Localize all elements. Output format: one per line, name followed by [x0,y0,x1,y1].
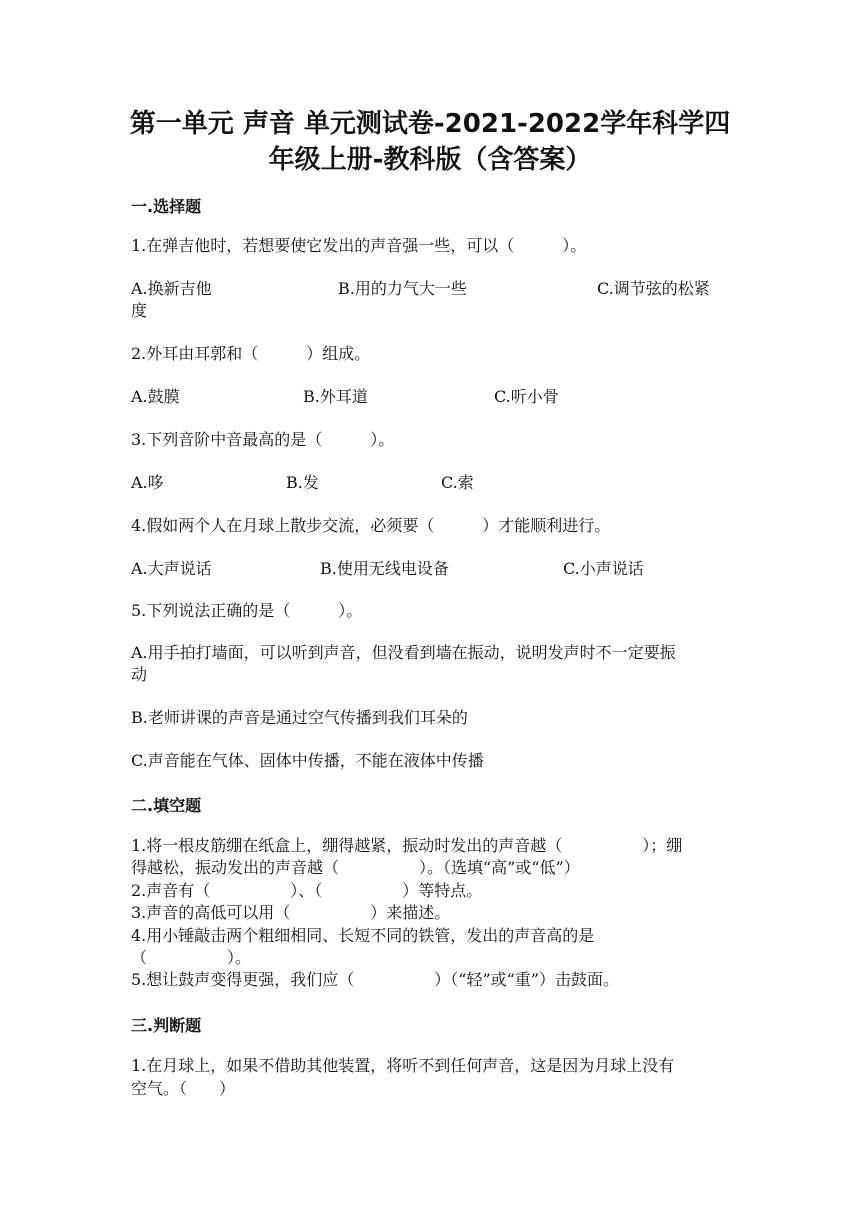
title-line-2: 年级上册-教科版（含答案） [268,145,592,175]
choice-q5-option-c: C.声音能在气体、固体中传播，不能在液体中传播 [131,751,484,770]
choice-q3-option-a: A.哆 [131,473,164,492]
choice-q4-option-b: B.使用无线电设备 [320,559,449,578]
choice-q4-option-c: C.小声说话 [563,559,644,578]
choice-q4-stem: 4.假如两个人在月球上散步交流，必须要（ ）才能顺利进行。 [131,516,611,535]
choice-q3-stem: 3.下列音阶中音最高的是（ ）。 [131,430,395,449]
title-line-1: 第一单元 声音 单元测试卷-2021-2022学年科学四 [129,109,731,139]
choice-q5-option-b: B.老师讲课的声音是通过空气传播到我们耳朵的 [131,708,468,727]
section-heading-fill: 二.填空题 [131,796,202,815]
choice-q1-option-b: B.用的力气大一些 [338,279,467,298]
fill-q4-line-1: 4.用小锤敲击两个粗细相同、长短不同的铁管，发出的声音高的是 [131,926,595,945]
section-heading-choice: 一.选择题 [131,197,202,216]
judge-q1-line-2: 空气。（ ） [131,1079,236,1098]
fill-q2: 2.声音有（ ）、（ ）等特点。 [131,881,483,900]
page-title [100,106,760,178]
choice-q3-option-c: C.索 [441,473,474,492]
choice-q5-option-a-wrap: 动 [131,665,148,684]
choice-q1-option-c-wrap: 度 [131,301,148,320]
choice-q5-option-a: A.用手拍打墙面，可以听到声音，但没看到墙在振动，说明发声时不一定要振 [131,643,676,662]
fill-q3: 3.声音的高低可以用（ ）来描述。 [131,903,451,922]
choice-q3-option-b: B.发 [286,473,319,492]
choice-q2-option-a: A.鼓膜 [131,387,180,406]
choice-q1-option-a: A.换新吉他 [131,279,212,298]
fill-q1-line-2: 得越松，振动发出的声音越（ ）。（选填“高”或“低”） [131,858,580,877]
section-heading-judge: 三.判断题 [131,1016,202,1035]
choice-q2-stem: 2.外耳由耳郭和（ ）组成。 [131,344,371,363]
fill-q5: 5.想让鼓声变得更强，我们应（ ）（“轻”或“重”）击鼓面。 [131,970,619,989]
choice-q1-stem: 1.在弹吉他时，若想要使它发出的声音强一些，可以（ ）。 [131,236,587,255]
choice-q2-option-c: C.听小骨 [494,387,559,406]
fill-q1-line-1: 1.将一根皮筋绷在纸盒上，绷得越紧，振动时发出的声音越（ ）；绷 [131,836,683,855]
choice-q2-option-b: B.外耳道 [303,387,368,406]
choice-q5-stem: 5.下列说法正确的是（ ）。 [131,601,363,620]
judge-q1-line-1: 1.在月球上，如果不借助其他装置，将听不到任何声音，这是因为月球上没有 [131,1056,675,1075]
choice-q1-option-c: C.调节弦的松紧 [597,279,710,298]
fill-q4-line-2: （ ）。 [131,948,252,967]
choice-q4-option-a: A.大声说话 [131,559,212,578]
